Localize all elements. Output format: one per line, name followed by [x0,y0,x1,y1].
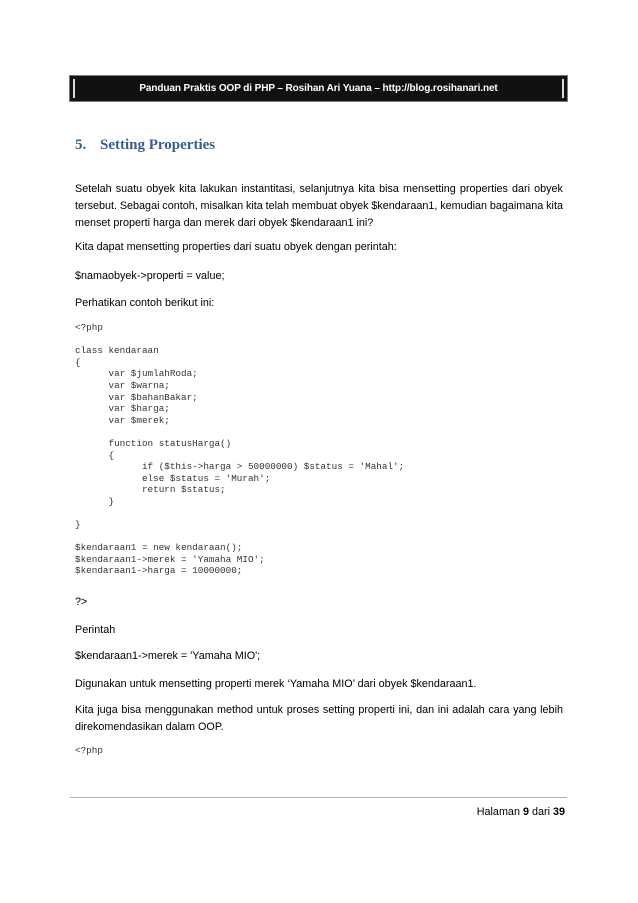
command-line: $kendaraan1->merek = 'Yamaha MIO'; [75,650,261,662]
intro-word: membuat [291,200,337,212]
section-title: Setting Properties [100,137,216,153]
intro-word: Setelah [75,183,112,195]
method-word: lebih [540,704,563,716]
header-text: Panduan Praktis OOP di PHP – Rosihan Ari Yuana – http://blog.rosihanari.net [139,83,498,94]
intro-word: kita [546,200,563,212]
section-heading [75,137,215,154]
method-line-2: direkomendasikan dalam OOP. [75,721,224,733]
intro-word: mensetting [403,183,456,195]
footer-page-total: 39 [552,806,565,818]
code-block-class: <?php class kendaraan { var $jumlahRoda; var $warna; var $bahanBakar; var $harga; var $merek; function statusHarga() { if ($this->harga > 50000000) $status = 'Mahal'; else $status = 'Murah'; return $status; } } $kendaraan1 = new kendaraan(); $kendaraan1->merek = 'Yamaha MIO'; $kendaraan1->harga = 10000000; [75,322,405,577]
php-close-tag: ?> [75,596,88,608]
paragraph-digunakan: Digunakan untuk mensetting properti merek ‘Yamaha MIO’ dari obyek $kendaraan1. [75,678,477,690]
intro-word: Sebagai [119,200,160,212]
method-word: method [216,704,253,716]
method-word: juga [97,704,118,716]
method-word: proses [286,704,320,716]
intro-word: suatu [115,183,143,195]
method-word: setting [322,704,355,716]
intro-word: lakukan [200,183,238,195]
paragraph-mensetting: Kita dapat mensetting properties dari suatu obyek dengan perintah: [75,241,397,253]
paragraph-perintah: Perintah [75,624,116,636]
intro-word: misalkan [200,200,244,212]
intro-paragraph [75,181,563,232]
intro-word: bisa [379,183,399,195]
footer-page-number: 9 [522,806,529,818]
code-block-php-open: <?php [75,745,103,756]
intro-word: dari [512,183,531,195]
intro-word: kita [358,183,375,195]
method-word: properti [358,704,395,716]
method-word: bisa [121,704,142,716]
footer-prefix: Halaman [476,806,523,818]
header-edge-left [73,79,75,98]
footer-divider [70,797,567,798]
header-edge-right [562,79,564,98]
intro-word: obyek [339,200,369,212]
intro-word: kita [179,183,196,195]
document-header [69,75,568,102]
method-word: adalah [452,704,485,716]
method-word: dan [416,704,435,716]
method-line-1 [75,702,563,719]
page-footer [477,806,565,818]
intro-word: selanjutnya [299,183,355,195]
method-word: menggunakan [144,704,214,716]
section-number: 5. [75,137,87,153]
method-word: Kita [75,704,94,716]
method-word: cara [488,704,510,716]
intro-line-2 [75,198,563,215]
intro-word: obyek [146,183,176,195]
intro-word: kita [245,200,263,212]
paragraph-contoh: Perhatikan contoh berikut ini: [75,297,215,309]
intro-word: contoh, [162,200,198,212]
intro-word: bagaimana [489,200,544,212]
intro-word: tersebut. [75,200,118,212]
method-word: ini [437,704,449,716]
intro-word: properties [459,183,508,195]
intro-word: telah [265,200,290,212]
intro-line-1 [75,181,563,198]
method-word: yang [513,704,537,716]
intro-word: instantitasi, [241,183,296,195]
method-word: untuk [256,704,284,716]
intro-word: kemudian [440,200,488,212]
intro-line-3: menset properti harga dan merek dari obyek $kendaraan1 ini? [75,217,374,229]
method-word: ini, [398,704,413,716]
intro-word: obyek [534,183,563,195]
syntax-line: $namaobyek->properti = value; [75,270,225,282]
paragraph-method [75,702,563,736]
intro-word: $kendaraan1, [371,200,438,212]
footer-middle: dari [528,806,553,818]
